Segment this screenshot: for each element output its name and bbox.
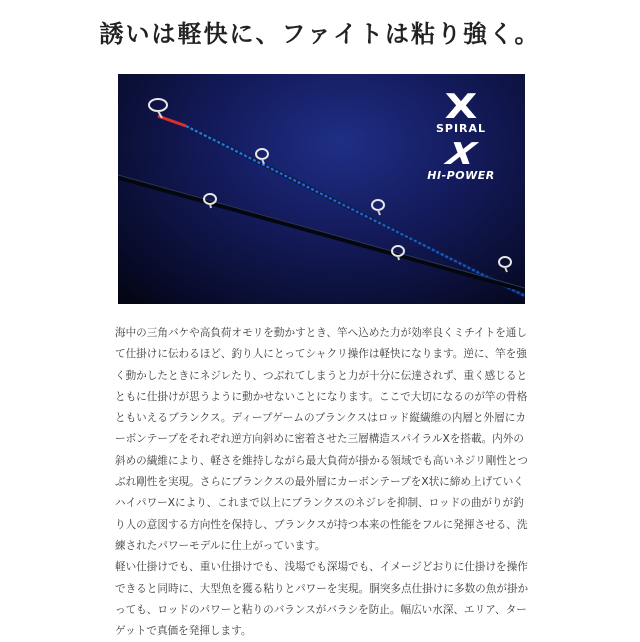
rod-guide-icon (372, 200, 384, 215)
x-hipower-caption: HI-POWER (427, 169, 495, 182)
description-text: 海中の三角バケや高負荷オモリを動かすとき、竿へ込めた力が効率良くミチイトを通して仕掛けに伝わるほど、釣り人にとってシャクリ操作は軽快になります。逆に、竿を強く動かしたときにネジレたり、つぶれてしまうと力が十分に伝達されず、重く感じるとともに仕掛けが思うように動かせないことになります。ここで大切になるのが竿の骨格ともいえるブランクス。ディープゲームのブランクスはロッド縦繊維の内層と外層にカーボンテープをそれぞれ逆方向斜めに密着させた三層構造スパイラルXを搭載。内外の斜めの繊維により、軽さを維持しながら最大負荷が掛かる領域でも高いネジリ剛性とつぶれ剛性を実現。さらにブランクスの最外層にカーボンテープをX状に締め上げていくハイパワーXにより、これまで以上にブランクスのネジレを抑制、ロッドの曲がりが釣り人の意図する方向性を保持し、ブランクスが持つ本来の性能をフルに発揮させる、洗練されたパワーモデルに仕上がっています。 軽い仕掛けでも、重い仕掛けでも、浅場でも深場でも、イメージどおりに仕掛けを操作できると同時に、大型魚を獲る粘りとパワーを実現。胴突多点仕掛けに多数の魚が掛かっても、ロッドのパワーと粘りのバランスがバラシを防止。幅広い水深、エリア、ターゲットで真価を発揮します。 (115, 327, 529, 638)
tip-guide-icon (149, 99, 167, 118)
x-spiral-logo (411, 87, 511, 135)
x-hipower-logo (411, 137, 511, 182)
headline: 誘いは軽快に、ファイトは粘り強く。 (99, 19, 541, 48)
x-hipower-symbol: X (443, 137, 479, 172)
product-hero-image (118, 74, 525, 304)
rod-guide-icon (499, 257, 511, 272)
x-spiral-caption: SPIRAL (435, 122, 487, 135)
x-spiral-symbol: X (444, 87, 478, 127)
